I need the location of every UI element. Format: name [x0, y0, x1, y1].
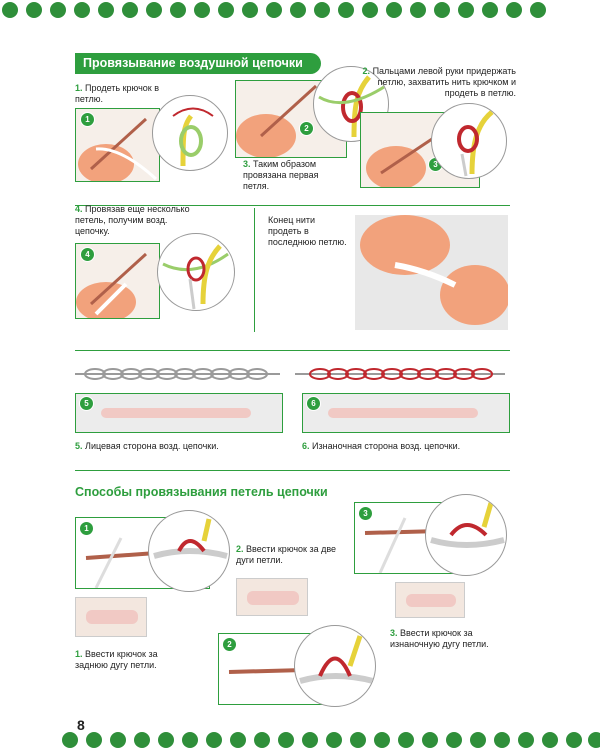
back-loop-detail-icon [149, 511, 230, 592]
pink-chain-back [328, 408, 478, 418]
step-1-caption [75, 83, 170, 105]
end-note-photo [355, 215, 508, 330]
method-1-number: 1. [75, 649, 83, 659]
step-6-badge: 6 [306, 396, 321, 411]
method-2-caption [236, 544, 346, 566]
step-5-number: 5. [75, 441, 83, 451]
step-4-detail-circle [157, 233, 235, 311]
method-3-swatch [395, 582, 465, 618]
bottom-lace-border [0, 728, 600, 750]
step-5-badge: 5 [79, 396, 94, 411]
step-3-number: 3. [243, 159, 251, 169]
step-1-badge: 1 [80, 112, 95, 127]
step-6-caption [302, 441, 512, 452]
first-loop-detail-icon [432, 104, 507, 179]
method-2-text: Ввести крючок за две дуги петли. [236, 544, 337, 565]
step-4-badge: 4 [80, 247, 95, 262]
step-6-number: 6. [302, 441, 310, 451]
pink-chain-front [101, 408, 251, 418]
back-chain-diagram [295, 364, 510, 384]
step-5-photo [75, 393, 283, 433]
divider [75, 470, 510, 471]
step-1-text: Продеть крючок в петлю. [75, 83, 159, 104]
chain-detail-icon [158, 234, 235, 311]
step-4-text: Провязав еще несколько петель, получим возд. цепочку. [75, 204, 190, 236]
step-2-text: Пальцами левой руки придержать петлю, захватить нить крючком и продеть в петлю. [372, 66, 516, 98]
method-3-detail-circle [425, 494, 507, 576]
front-chain-diagram [75, 364, 285, 384]
method-1-badge: 1 [79, 521, 94, 536]
divider [75, 350, 510, 351]
top-lace-border [0, 0, 600, 22]
step-3-detail-circle [431, 103, 507, 179]
step-3-text: Таким образом провязана первая петля. [243, 159, 319, 191]
step-6-text: Изнаночная сторона возд. цепочки. [312, 441, 461, 451]
step-5-text: Лицевая сторона возд. цепочки. [85, 441, 219, 451]
method-1-text: Ввести крючок за заднюю дугу петли. [75, 649, 158, 670]
page-number: 8 [77, 717, 85, 733]
method-1-caption [75, 649, 175, 671]
step-2-caption [356, 66, 516, 99]
step-4-number: 4. [75, 204, 83, 214]
step-1-detail-circle [152, 95, 228, 171]
method-3-text: Ввести крючок за изнаночную дугу петли. [390, 628, 489, 649]
step-3-badge: 3 [428, 157, 443, 172]
divider-vertical [254, 208, 255, 332]
hands-finish-illustration [355, 215, 508, 330]
method-2-number: 2. [236, 544, 244, 554]
step-3-caption [243, 159, 343, 192]
step-4-caption [75, 204, 195, 237]
method-3-number: 3. [390, 628, 398, 638]
method-3-badge: 3 [358, 506, 373, 521]
step-6-photo [302, 393, 510, 433]
method-1-swatch [75, 597, 147, 637]
page-title: Провязывание воздушной цепочки [75, 53, 321, 74]
step-1-number: 1. [75, 83, 83, 93]
section-title: Способы провязывания петель цепочки [75, 485, 328, 499]
method-2-swatch [236, 578, 308, 616]
method-2-detail-circle [294, 625, 376, 707]
method-1-detail-circle [148, 510, 230, 592]
loop-detail-icon [153, 96, 228, 171]
step-5-caption [75, 441, 285, 452]
end-note-caption: Конец нити продеть в последнюю петлю. [268, 215, 347, 247]
step-2-badge: 2 [299, 121, 314, 136]
reverse-loop-detail-icon [426, 495, 507, 576]
method-3-caption [390, 628, 490, 650]
method-2-badge: 2 [222, 637, 237, 652]
step-2-number: 2. [362, 66, 371, 76]
two-loops-detail-icon [295, 626, 376, 707]
